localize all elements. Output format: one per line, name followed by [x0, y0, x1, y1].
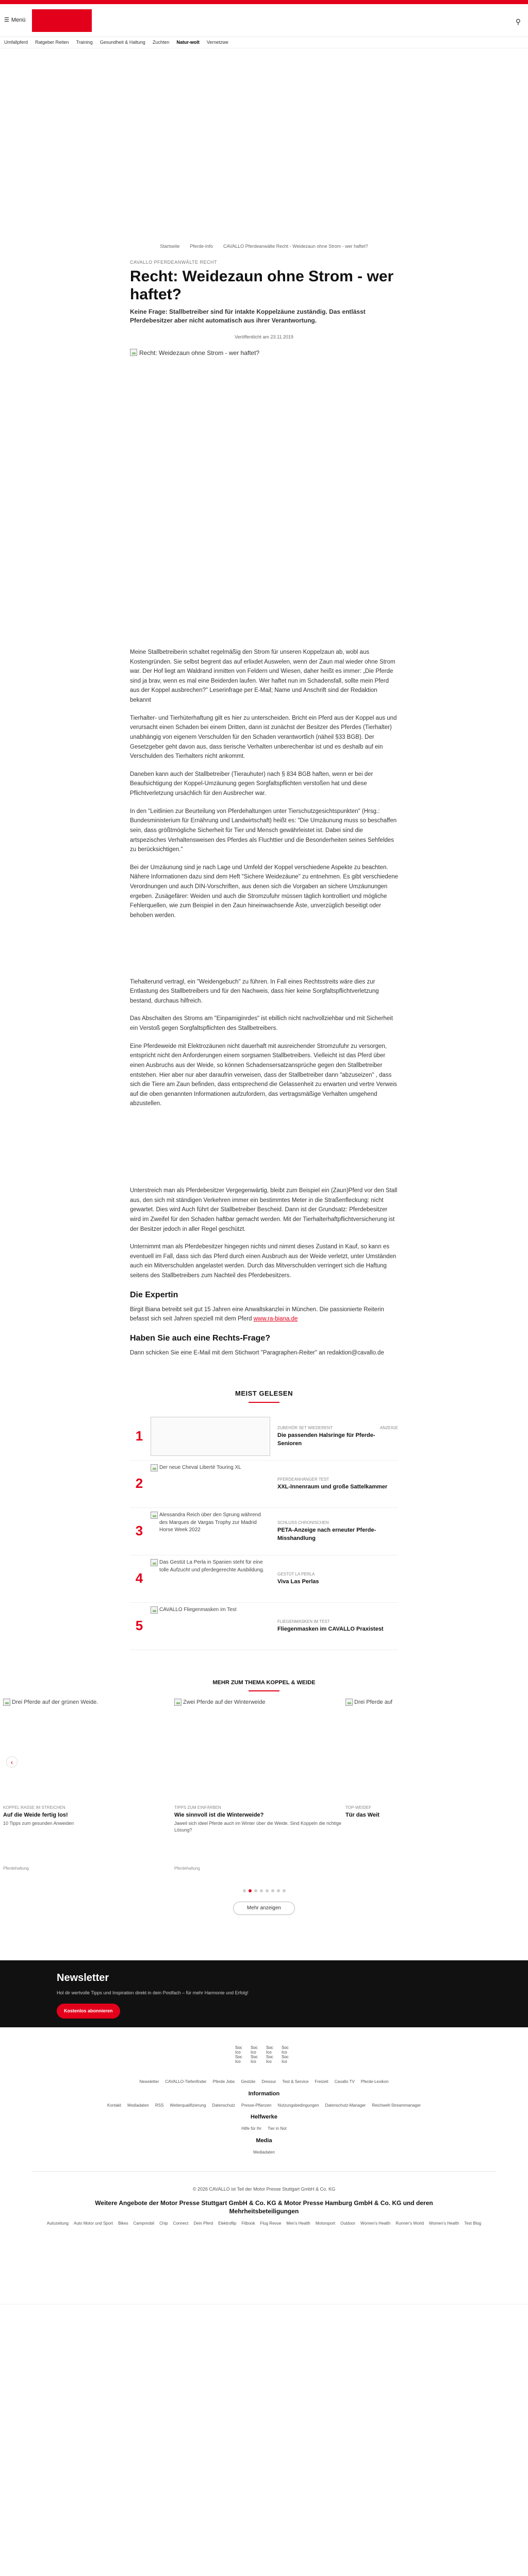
breadcrumb-item[interactable]: Pferde-Info: [190, 244, 213, 249]
more-on-topic-title: MEHR ZUM THEMA KOPPEL & WEIDE: [212, 1679, 316, 1686]
menu-label: Menü: [11, 17, 26, 23]
paragraph: Bei der Umzäunung sind je nach Lage und Umfeld der Koppel verschiedene Aspekte zu beachten. Nähere Informationen dazu sind dem Heft "Sichere Weidezäune" zu entnehmen. Es gibt verschiedene Verordnungen und auch DIN-Vorschriften, aus denen sich die Vorgaben an sichere Umzäunungen ergeben. Zusägefärer: Weiden und auch die Stromzufuhr müssen täglich kontrolliert und mögliche Fehlerquellen, wie zum Beispiel in den Zaun hineinwachsende Äste, unverzüglich beseitigt oder behoben werden.: [130, 864, 399, 919]
brand-link[interactable]: Fitbook: [241, 2221, 255, 2226]
most-read-item[interactable]: [130, 1413, 398, 1461]
brand-link[interactable]: Bikes: [118, 2221, 128, 2226]
article-kicker: CAVALLO PFERDEANWÄLTE RECHT: [130, 260, 218, 265]
brand-link[interactable]: Men's Health: [286, 2221, 310, 2226]
newsletter-text: Hol dir wertvolle Tipps und Inspiration direkt in dein Postfach – für mehr Harmonie und Erfolg!: [57, 1990, 249, 1996]
newsletter-banner: [0, 1960, 528, 2027]
question-text: Dann schicken Sie eine E-Mail mit dem Stichwort "Paragraphen-Reiter" an redaktion@cavallo.de: [130, 1350, 384, 1357]
site-header: [0, 4, 528, 37]
paragraph: Meine Stallbetreiberin schaltet regelmäßig den Strom für unseren Koppelzaun ab, wobl aus Kostengründen. Sie selbst begrent das auf erlixdet Auswelen, wenn der Zaun mal wieder ohne Strom war. Der Hof liegt am Waldrand inmitten von Feldern und Wiesen, daher heißt es immer: „Die Pferde sind ja brav, wenn es mal eine Beiderden laufen. Wer haftet nun im Schadensfall, sollte mein Pferd aus der Koppel ausbrechen?" Leserinfrage per E-Mail; Name und Anschrift sind der Redaktion bekannt: [130, 649, 395, 704]
item-category: FLIEGENMASKEN IM TEST: [277, 1619, 330, 1624]
card-footer-tag: Pferdehaltung: [3, 1866, 29, 1871]
publisher-note: Weitere Angebote der Motor Presse Stuttgart GmbH & Co. KG & Motor Presse Hamburg GmbH & Co. KG und deren Mehrheitsbeteiligungen: [95, 2199, 433, 2215]
brand-link[interactable]: Auto Motor und Sport: [74, 2221, 113, 2226]
footer-link[interactable]: Nutzungsbedingungen: [277, 2103, 319, 2108]
footer-media-heading: Media: [256, 2137, 272, 2144]
item-text: [277, 1571, 398, 1587]
footer-link[interactable]: Kontakt: [107, 2103, 122, 2108]
footer-link[interactable]: Pferde Jobs: [212, 2079, 235, 2084]
broken-image-icon: [3, 1699, 10, 1706]
nav-item[interactable]: Vernetzwe: [206, 40, 228, 45]
card-image-alt: Zwei Pferde auf der Winterweide: [183, 1699, 266, 1705]
carousel-card-image[interactable]: [174, 1699, 341, 1802]
footer-link[interactable]: Reichwelt-Streammanager: [372, 2103, 421, 2108]
thumbnail: [151, 1464, 270, 1503]
item-category: PFERDEANHÄNGER TEST: [277, 1477, 329, 1482]
paragraph: Eine Pferdeweide mit Elektrozäunen nicht dauerhaft mit ausreichender Stromzufuhr zu versorgen, entspricht nicht den Anforderungen einem sorgsamen Stallbetreibers. Vielleicht ist das Pferd über einen Ausbruchs aus der Weide, so können Schadensersatzansprüche gegen den Stallbetreiber entstehen. Hier aber nur aber daraufrin verweisen, dass der Stallbetreiber dann "abzuseizen" , dass sich die Tiere am Zaun befinden, dass entsprechend die Gelassenheit zu erwarten und vertre Verweis auf die oben genannten Informationen aufzufordern, das vertragsmäßige Verhalten umgehend abzustellen.: [130, 1043, 397, 1107]
hero-image-alt: Recht: Weidezaun ohne Strom - wer haftet?: [139, 349, 260, 357]
breadcrumb-current: CAVALLO Pferdeanwälte Recht - Weidezaun ohne Strom - wer haftet?: [223, 244, 368, 249]
expertin-heading: Die Expertin: [130, 1290, 178, 1299]
footer-help-links: [104, 2126, 424, 2132]
most-read-section: [130, 1389, 398, 1650]
brand-link[interactable]: Motorsport: [315, 2221, 336, 2226]
item-text: [277, 1477, 398, 1492]
top-accent-bar: [0, 0, 528, 4]
social-links: [0, 2046, 528, 2075]
most-read-item[interactable]: [130, 1508, 398, 1555]
more-on-topic-section: [0, 1679, 528, 1916]
item-headline: PETA-Anzeige nach erneuter Pferde-Misshandlung: [277, 1527, 376, 1542]
footer-divider: [32, 2171, 496, 2172]
thumbnail: [151, 1559, 270, 1598]
card-headline[interactable]: Auf die Weide fertig los!: [3, 1812, 68, 1819]
footer-link[interactable]: RSS: [155, 2103, 164, 2108]
carousel-caption: [345, 1805, 395, 1834]
footer-link[interactable]: Mediadaten: [253, 2149, 275, 2155]
card-footer-tag: Pferdehaltung: [174, 1866, 200, 1871]
pagination-dot[interactable]: [277, 1889, 280, 1892]
newsletter-subscribe-button[interactable]: Kostenlos abonnieren: [57, 2004, 120, 2019]
footer-link[interactable]: Hilfe für Ihr: [241, 2126, 262, 2131]
item-headline: XXL-Innenraum und große Sattelkammer: [277, 1484, 388, 1490]
nav-item[interactable]: Training: [76, 40, 93, 45]
item-category: GESTÜT LA PERLA: [277, 1571, 315, 1577]
carousel-card-footers: [0, 1866, 528, 1872]
footer-info-heading: Information: [248, 2090, 280, 2097]
search-icon[interactable]: ⚲: [515, 18, 521, 26]
paragraph: Unternimmt man als Pferdebesitzer hingegen nichts und nimmt dieses Zustand in Kauf, so kann es eventuell im Fall, dass sich das Pferd durch einen Ausbruch aus der Weide verletzt, unter Umständen auch ein Mitverschulden angelastet werden. Durch das Mitverschulden verringert sich die Haftung seitens des Stallbetreibers zum Nachteil des Pferdebesitzers.: [130, 1244, 397, 1279]
site-logo[interactable]: [32, 9, 92, 32]
article-body: [130, 648, 398, 1358]
brand-link[interactable]: Women's Health: [429, 2221, 459, 2226]
pagination-dot[interactable]: [271, 1889, 274, 1892]
carousel-captions: [0, 1805, 528, 1834]
most-read-item[interactable]: [130, 1555, 398, 1603]
paragraph: In den "Leitlinien zur Beurteilung von Pferdehaltungen unter Tierschutzgesichtspunkten" (Hrsg.: Bundesministerium für Ernährung und Landwirtschaft) heißt es: "Die Umzäunung muss so beschaffen sein, dass größtmögliche Sicherheit für Tier und Mensch gewährleistet ist. Dabei sind die artspezisches Verhaltensweisen des Pferdes als Fluchttier und die Besonderheiten seines Sehfeldes zu berücksichtigen.": [130, 808, 397, 853]
paragraph: Daneben kann auch der Stallbetreiber (Tierauhuter) nach § 834 BGB haften, wenn er bei der Beaufsichtigung der Koppel-Umzäunung gegen Sorgfaltspflichten verstoßen hat und diese Pflichtverletzung ursächlich für den Ausbrecher war.: [130, 771, 373, 797]
card-subline: Jaweil sich ideel Pferde auch im Winter über die Weide. Sind Koppeln die richtige Lösung?: [174, 1821, 342, 1833]
site-footer: [0, 2046, 528, 2226]
brand-link[interactable]: Campmobil: [133, 2221, 155, 2226]
main-nav: [0, 37, 528, 48]
pagination-dot[interactable]: [266, 1889, 269, 1892]
brand-link[interactable]: Dein Pferd: [193, 2221, 213, 2226]
thumbnail-alt: Alessandra Reich über den Sprung während des Marques de Vargas Trophy zur Madrid Horse Week 2022: [159, 1512, 261, 1533]
carousel-prev-button[interactable]: ‹: [6, 1756, 18, 1768]
section-rule: [249, 1690, 279, 1691]
footer-link[interactable]: Datenschutz: [212, 2103, 235, 2108]
most-read-item[interactable]: [130, 1603, 398, 1650]
card-headline[interactable]: Tür das Weit: [345, 1812, 380, 1819]
paragraph: Unterstreich man als Pferdebesitzer Vergegenwärtig, bleibt zum Beispiel ein (Zaun)Pferd vor den Stall aus, den sich mit ständigen Verkehren immer ein bestimmtes Meter in die Straßenfleckung: nicht gewartet. Dies wird Auch führt der Stallbetreiber Bescheid. Dann ist der Grundsatz: Pferdebesitzer wird im Zweifel für den Schaden haftbar gemacht werden. Mit der Tierhalterhaftpflichtversicherung ist der Besitzer jedoch in aller Regel geschützt.: [130, 1188, 398, 1232]
thumbnail-alt: Der neue Cheval Liberté Touring XL: [159, 1465, 241, 1471]
footer-link[interactable]: CAVALLO-Tiefenfinder: [165, 2079, 207, 2084]
paragraph: Das Abschalten des Stroms am "Einpamiginrdes" ist ebillich nicht nachvollziehbar und mit Sicherheit ein Verstoß gegen Sorgfaltspflichten des Stallbetreibers.: [130, 1015, 393, 1032]
nav-item[interactable]: Umfallpferd: [4, 40, 28, 45]
footer-link[interactable]: Datenschutz-Manager: [325, 2103, 366, 2108]
paragraph: Tierhalter- und Tierhüterhaftung gilt es hier zu unterscheiden. Bricht ein Pferd aus der Koppel aus und verursacht einen Schaden bei einem Dritten, dann ist zunächst der Besitzer des Pferdes (Tierhalter) unabhängig von eigenem Verschulden für den Schaden verantwortlich (näheil §33 BGB). Der Gesetzgeber geht davon aus, dass tierische Verhalten unberechenbar ist und es deshalb auf ein Verschulden des Tierhalters nicht ankommt.: [130, 715, 397, 760]
social-icon[interactable]: Soc Ico Soc Ico: [251, 2045, 258, 2064]
brand-link[interactable]: Women's Health: [360, 2221, 391, 2226]
nav-item-active[interactable]: Natur-wolt: [176, 40, 200, 45]
hamburger-icon: ☰: [4, 17, 9, 23]
brand-link[interactable]: Flug Revue: [260, 2221, 282, 2226]
thumbnail-alt: CAVALLO Fliegenmasken im Test: [159, 1607, 237, 1613]
brand-link[interactable]: Runner's World: [395, 2221, 424, 2226]
carousel-pagination: [0, 1889, 528, 1892]
article-title: Recht: Weidezaun ohne Strom - wer haftet?: [130, 268, 394, 303]
item-headline: Die passenden Halsringe für Pferde-Senioren: [277, 1432, 375, 1447]
bottom-ad-space: [0, 2227, 528, 2304]
thumbnail: [151, 1606, 270, 1646]
question-heading: Haben Sie auch eine Rechts-Frage?: [130, 1334, 271, 1343]
ad-tag: ANZEIGE: [380, 1425, 398, 1430]
footer-link[interactable]: Pferde-Lexikon: [360, 2079, 389, 2084]
carousel-caption: [174, 1805, 341, 1834]
footer-link[interactable]: Weiterqualifizierung: [170, 2103, 206, 2108]
broken-image-icon: [151, 1559, 158, 1566]
rank-number: 1: [135, 1428, 143, 1444]
brand-link[interactable]: Test Blog: [464, 2221, 482, 2226]
item-category-row: [277, 1425, 398, 1431]
breadcrumb: [0, 243, 528, 250]
item-text: [277, 1619, 398, 1634]
footer-help-heading: Helfwerke: [251, 2114, 277, 2121]
carousel-card-image[interactable]: [345, 1699, 395, 1802]
item-text: [277, 1520, 398, 1543]
hero-image: [130, 349, 398, 648]
brand-link[interactable]: Autozeitung: [46, 2221, 69, 2226]
broken-image-icon: [151, 1464, 158, 1471]
card-category: TOP-WEIDEF: [345, 1805, 372, 1810]
publish-date: Veröffentlicht am 23.11.2019: [235, 334, 293, 340]
pagination-dot[interactable]: [260, 1889, 263, 1892]
thumbnail: [151, 1512, 270, 1551]
newsletter-title: Newsletter: [57, 1972, 109, 1984]
broken-image-icon: [345, 1699, 353, 1706]
card-category: KOPPEL RASSE IM STREICHEN: [3, 1805, 65, 1810]
menu-button[interactable]: [4, 16, 25, 25]
broken-image-icon: [174, 1699, 182, 1706]
card-image-alt: Drei Pferde auf: [354, 1699, 392, 1705]
broken-image-icon: [130, 349, 137, 356]
item-category: SCHLUSS CHRONISCHEN: [277, 1520, 329, 1525]
carousel-caption: [3, 1805, 170, 1834]
footer-media-links: [104, 2149, 424, 2156]
pagination-dot[interactable]: [243, 1889, 246, 1892]
footer-info-links: [104, 2103, 424, 2109]
rank-number: 2: [135, 1476, 143, 1492]
most-read-title: MEIST GELESEN: [235, 1389, 293, 1397]
article-carousel: [0, 1699, 528, 1802]
item-headline: Viva Las Perlas: [277, 1579, 319, 1585]
card-category: TIPPS ZUM EINFÄRBEN: [174, 1805, 221, 1810]
card-subline: 10 Tipps zum gesunden Anweiden: [3, 1821, 74, 1826]
article-teaser: Keine Frage: Stallbetreiber sind für intakte Koppelzäune zuständig. Das entlässt Pferdebesitzer aber nicht automatisch aus ihrer Verantwortung.: [130, 308, 366, 325]
card-headline[interactable]: Wie sinnvoll ist die Winterweide?: [174, 1812, 264, 1819]
ad-space: [0, 48, 528, 198]
publisher-brands: [32, 2221, 496, 2227]
footer-link[interactable]: Presse-Pflanzen: [241, 2103, 272, 2108]
rank-number: 4: [135, 1570, 143, 1586]
nav-item[interactable]: Zuchten: [152, 40, 170, 45]
pagination-dot-active[interactable]: [249, 1889, 252, 1892]
carousel-card-image[interactable]: [3, 1699, 170, 1802]
footer-links-top: [104, 2079, 424, 2085]
footer-link[interactable]: Test & Service: [282, 2079, 309, 2084]
pagination-dot[interactable]: [254, 1889, 257, 1892]
footer-link[interactable]: Tier in Not: [268, 2126, 287, 2131]
social-icon[interactable]: Soc Ico Soc Ico: [282, 2045, 289, 2064]
footer-link[interactable]: Gestüte: [241, 2079, 256, 2084]
brand-link[interactable]: Connect: [173, 2221, 189, 2226]
section-rule: [249, 1402, 279, 1403]
footer-link[interactable]: Dressur: [261, 2079, 276, 2084]
article: [130, 259, 398, 1358]
show-more-button[interactable]: Mehr anzeigen: [233, 1902, 295, 1916]
thumbnail-alt: Das Gestüt La Perla in Spanien steht für eine tolle Aufzucht und pferdegerechte Ausbildung.: [159, 1560, 265, 1573]
pagination-dot[interactable]: [283, 1889, 286, 1892]
rank-number: 3: [135, 1523, 143, 1539]
social-icon[interactable]: Soc Ico Soc Ico: [235, 2045, 242, 2064]
expertin-text: [130, 1305, 398, 1324]
expertin-bio: Birgit Biana betreibt seit gut 15 Jahren eine Anwaltskanzlei in München. Die passionierte Reiterin befasst sich seit Jahren speziell mit dem Pferd: [130, 1306, 384, 1323]
rank-number: 5: [135, 1618, 143, 1634]
footer-link[interactable]: Newsletter: [139, 2079, 159, 2084]
brand-link[interactable]: Chip: [159, 2221, 168, 2226]
most-read-item[interactable]: [130, 1461, 398, 1508]
expertin-link[interactable]: www.ra-biana.de: [253, 1316, 298, 1323]
copyright: © 2026 CAVALLO ist Teil der Motor Presse Stuttgart GmbH & Co. KG: [192, 2186, 336, 2192]
brand-link[interactable]: Outdoor: [340, 2221, 355, 2226]
paragraph: Tiehalterund vertragl, ein "Weidengebuch" zu führen. In Fall eines Rechtsstreits wäre dies zur Entlastung des Stallbetreibers und für den Nachweis, dass hier keine Sorgfaltspflichtverletzung bestand, durchaus hilfreich.: [130, 978, 379, 1004]
social-icon[interactable]: Soc Ico Soc Ico: [266, 2045, 273, 2064]
broken-image-icon: [151, 1606, 158, 1614]
footer-link[interactable]: Cavallo TV: [334, 2079, 355, 2084]
footer-link[interactable]: Freizeit: [315, 2079, 328, 2084]
thumbnail: [151, 1417, 270, 1456]
item-text: [277, 1425, 398, 1448]
item-category: ZUBEHÖR SET WIEDERENT: [277, 1425, 333, 1430]
brand-link[interactable]: Elektroflip: [218, 2221, 237, 2226]
item-headline: Fliegenmasken im CAVALLO Praxistest: [277, 1626, 384, 1633]
footer-link[interactable]: Mediadaten: [127, 2103, 149, 2108]
nav-item[interactable]: Gesundheit & Haltung: [100, 40, 145, 45]
broken-image-icon: [151, 1512, 158, 1519]
nav-item[interactable]: Ratgeber Reiten: [35, 40, 69, 45]
breadcrumb-item[interactable]: Startseite: [160, 244, 180, 249]
card-image-alt: Drei Pferde auf der grünen Weide.: [12, 1699, 98, 1705]
